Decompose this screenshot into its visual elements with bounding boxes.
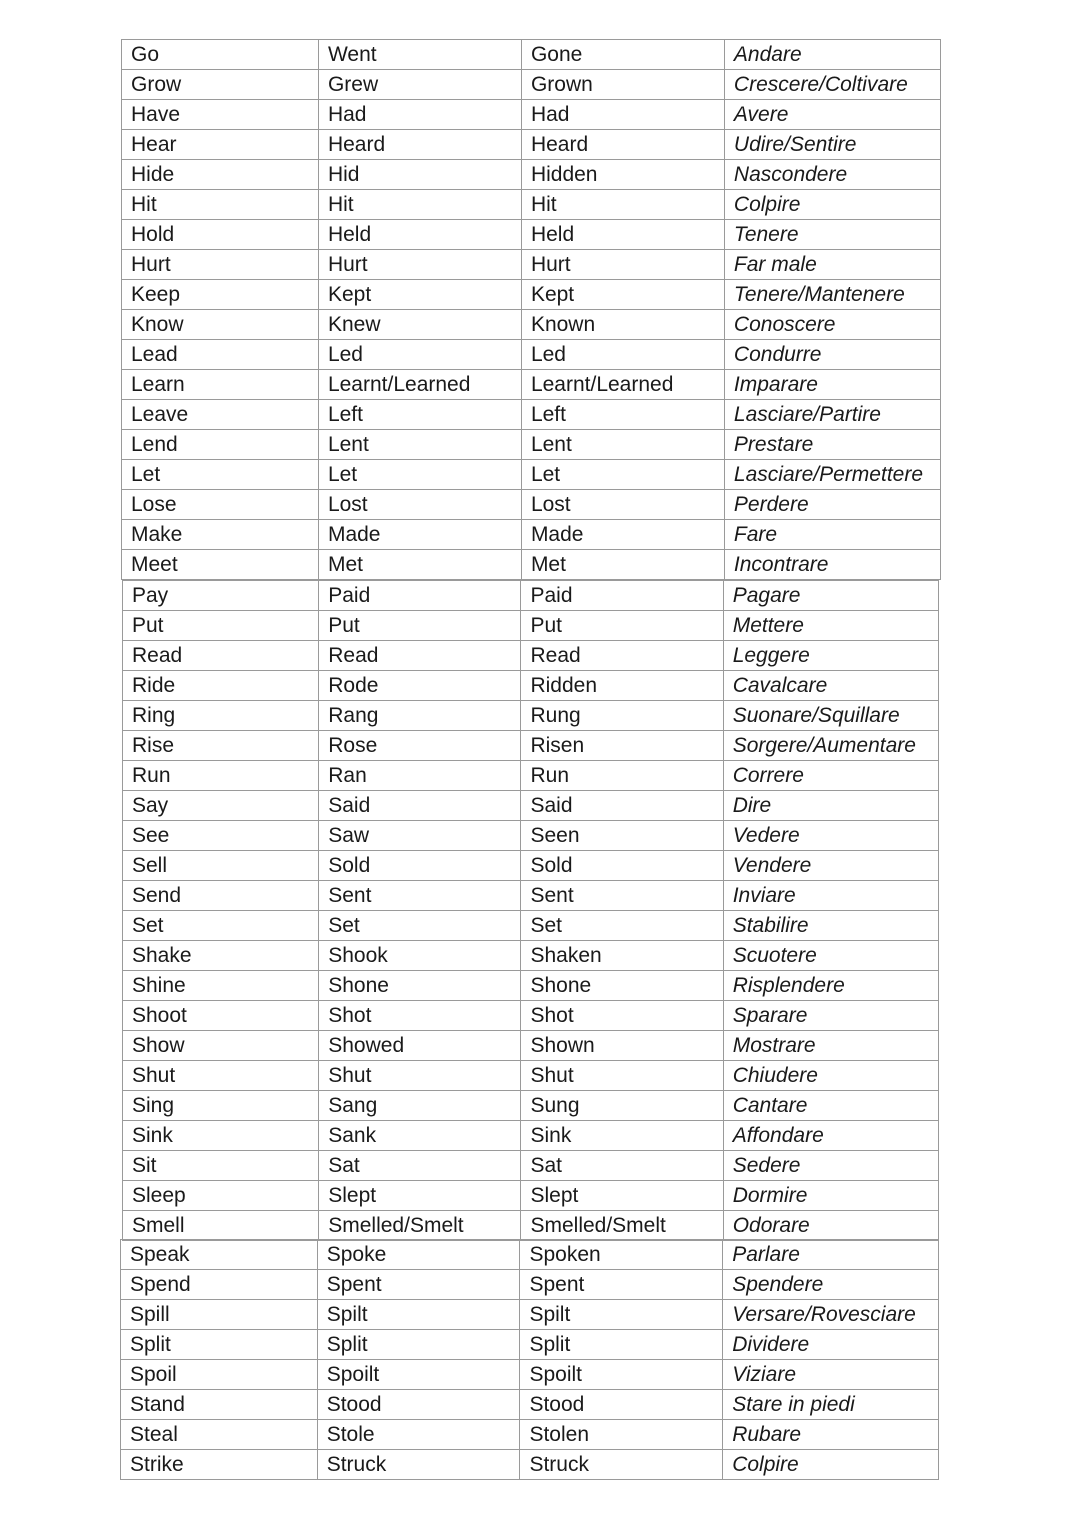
italian-translation-cell: Andare <box>724 40 940 70</box>
table-row <box>123 911 939 941</box>
past-simple-cell: Sang <box>319 1091 521 1121</box>
base-form-cell: Run <box>123 761 319 791</box>
table-row <box>121 1270 939 1300</box>
italian-translation-cell: Conoscere <box>724 310 940 340</box>
table-row <box>123 851 939 881</box>
past-simple-cell: Had <box>318 100 521 130</box>
past-participle-cell: Sink <box>521 1121 723 1151</box>
past-participle-cell: Lent <box>521 430 724 460</box>
base-form-cell: Sing <box>123 1091 319 1121</box>
italian-translation-cell: Cavalcare <box>723 671 938 701</box>
past-simple-cell: Held <box>318 220 521 250</box>
table-row <box>122 520 941 550</box>
italian-translation-cell: Affondare <box>723 1121 938 1151</box>
table-row <box>123 1001 939 1031</box>
past-simple-cell: Sat <box>319 1151 521 1181</box>
table-row <box>122 430 941 460</box>
table-row <box>123 611 939 641</box>
base-form-cell: Go <box>122 40 319 70</box>
table-row <box>123 1181 939 1211</box>
past-participle-cell: Paid <box>521 581 723 611</box>
table-row <box>123 1151 939 1181</box>
base-form-cell: Let <box>122 460 319 490</box>
base-form-cell: Rise <box>123 731 319 761</box>
base-form-cell: Sell <box>123 851 319 881</box>
past-simple-cell: Heard <box>318 130 521 160</box>
past-simple-cell: Led <box>318 340 521 370</box>
past-participle-cell: Kept <box>521 280 724 310</box>
table-row <box>122 310 941 340</box>
verb-table-block-3 <box>120 1239 939 1480</box>
table-row <box>122 190 941 220</box>
base-form-cell: Hurt <box>122 250 319 280</box>
base-form-cell: Say <box>123 791 319 821</box>
base-form-cell: Spoil <box>121 1360 318 1390</box>
italian-translation-cell: Mettere <box>723 611 938 641</box>
base-form-cell: Grow <box>122 70 319 100</box>
italian-translation-cell: Sorgere/Aumentare <box>723 731 938 761</box>
table-row <box>123 701 939 731</box>
table-row <box>122 400 941 430</box>
table-row <box>123 881 939 911</box>
table-row <box>122 370 941 400</box>
past-participle-cell: Put <box>521 611 723 641</box>
italian-translation-cell: Scuotere <box>723 941 938 971</box>
italian-translation-cell: Far male <box>724 250 940 280</box>
past-simple-cell: Spoke <box>317 1240 520 1270</box>
table-row <box>122 160 941 190</box>
past-participle-cell: Run <box>521 761 723 791</box>
verb-table-body <box>121 1240 939 1480</box>
italian-translation-cell: Mostrare <box>723 1031 938 1061</box>
past-participle-cell: Spent <box>520 1270 723 1300</box>
past-simple-cell: Shut <box>319 1061 521 1091</box>
italian-translation-cell: Stare in piedi <box>723 1390 939 1420</box>
base-form-cell: Lend <box>122 430 319 460</box>
base-form-cell: Learn <box>122 370 319 400</box>
past-simple-cell: Made <box>318 520 521 550</box>
past-participle-cell: Left <box>521 400 724 430</box>
table-row <box>122 550 941 580</box>
past-simple-cell: Showed <box>319 1031 521 1061</box>
past-participle-cell: Hidden <box>521 160 724 190</box>
base-form-cell: Stand <box>121 1390 318 1420</box>
past-simple-cell: Stood <box>317 1390 520 1420</box>
italian-translation-cell: Risplendere <box>723 971 938 1001</box>
base-form-cell: Make <box>122 520 319 550</box>
italian-translation-cell: Avere <box>724 100 940 130</box>
past-participle-cell: Learnt/Learned <box>521 370 724 400</box>
base-form-cell: Send <box>123 881 319 911</box>
italian-translation-cell: Sparare <box>723 1001 938 1031</box>
past-participle-cell: Spilt <box>520 1300 723 1330</box>
table-row <box>122 280 941 310</box>
table-row <box>123 1211 939 1241</box>
base-form-cell: Ride <box>123 671 319 701</box>
past-participle-cell: Had <box>521 100 724 130</box>
base-form-cell: Shoot <box>123 1001 319 1031</box>
italian-translation-cell: Udire/Sentire <box>724 130 940 160</box>
table-row <box>123 821 939 851</box>
past-simple-cell: Learnt/Learned <box>318 370 521 400</box>
table-row <box>123 1121 939 1151</box>
past-participle-cell: Rung <box>521 701 723 731</box>
past-simple-cell: Sent <box>319 881 521 911</box>
italian-translation-cell: Correre <box>723 761 938 791</box>
past-participle-cell: Let <box>521 460 724 490</box>
past-participle-cell: Shaken <box>521 941 723 971</box>
past-participle-cell: Ridden <box>521 671 723 701</box>
italian-translation-cell: Pagare <box>723 581 938 611</box>
verb-table-block-2 <box>122 580 939 1241</box>
italian-translation-cell: Viziare <box>723 1360 939 1390</box>
italian-translation-cell: Chiudere <box>723 1061 938 1091</box>
table-row <box>122 460 941 490</box>
past-participle-cell: Met <box>521 550 724 580</box>
italian-translation-cell: Tenere <box>724 220 940 250</box>
past-simple-cell: Lent <box>318 430 521 460</box>
past-simple-cell: Hit <box>318 190 521 220</box>
table-row <box>123 581 939 611</box>
base-form-cell: Speak <box>121 1240 318 1270</box>
table-row <box>122 130 941 160</box>
past-simple-cell: Set <box>319 911 521 941</box>
past-participle-cell: Seen <box>521 821 723 851</box>
base-form-cell: Split <box>121 1330 318 1360</box>
table-row <box>123 1031 939 1061</box>
base-form-cell: Hit <box>122 190 319 220</box>
past-simple-cell: Lost <box>318 490 521 520</box>
table-row <box>122 250 941 280</box>
past-participle-cell: Struck <box>520 1450 723 1480</box>
base-form-cell: Hear <box>122 130 319 160</box>
table-row <box>121 1420 939 1450</box>
table-row <box>123 671 939 701</box>
italian-translation-cell: Versare/Rovesciare <box>723 1300 939 1330</box>
table-row <box>122 40 941 70</box>
base-form-cell: Have <box>122 100 319 130</box>
italian-translation-cell: Inviare <box>723 881 938 911</box>
base-form-cell: Spend <box>121 1270 318 1300</box>
past-participle-cell: Hit <box>521 190 724 220</box>
past-participle-cell: Heard <box>521 130 724 160</box>
base-form-cell: Sink <box>123 1121 319 1151</box>
past-participle-cell: Sent <box>521 881 723 911</box>
past-simple-cell: Kept <box>318 280 521 310</box>
past-simple-cell: Stole <box>317 1420 520 1450</box>
table-row <box>122 220 941 250</box>
past-participle-cell: Sold <box>521 851 723 881</box>
base-form-cell: Hold <box>122 220 319 250</box>
past-simple-cell: Shone <box>319 971 521 1001</box>
past-participle-cell: Lost <box>521 490 724 520</box>
past-participle-cell: Made <box>521 520 724 550</box>
past-simple-cell: Rang <box>319 701 521 731</box>
italian-translation-cell: Leggere <box>723 641 938 671</box>
table-row <box>122 100 941 130</box>
table-row <box>123 791 939 821</box>
italian-translation-cell: Dormire <box>723 1181 938 1211</box>
past-participle-cell: Gone <box>521 40 724 70</box>
base-form-cell: Shake <box>123 941 319 971</box>
table-row <box>123 1061 939 1091</box>
italian-translation-cell: Prestare <box>724 430 940 460</box>
past-participle-cell: Hurt <box>521 250 724 280</box>
past-participle-cell: Grown <box>521 70 724 100</box>
past-participle-cell: Stolen <box>520 1420 723 1450</box>
italian-translation-cell: Condurre <box>724 340 940 370</box>
table-row <box>121 1450 939 1480</box>
italian-translation-cell: Sedere <box>723 1151 938 1181</box>
table-row <box>121 1240 939 1270</box>
past-participle-cell: Read <box>521 641 723 671</box>
past-participle-cell: Known <box>521 310 724 340</box>
base-form-cell: Put <box>123 611 319 641</box>
base-form-cell: Set <box>123 911 319 941</box>
italian-translation-cell: Fare <box>724 520 940 550</box>
italian-translation-cell: Dire <box>723 791 938 821</box>
past-participle-cell: Split <box>520 1330 723 1360</box>
past-participle-cell: Set <box>521 911 723 941</box>
base-form-cell: Meet <box>122 550 319 580</box>
italian-translation-cell: Rubare <box>723 1420 939 1450</box>
italian-translation-cell: Crescere/Coltivare <box>724 70 940 100</box>
base-form-cell: Sleep <box>123 1181 319 1211</box>
table-row <box>123 1091 939 1121</box>
italian-translation-cell: Incontrare <box>724 550 940 580</box>
verb-table-body <box>123 581 939 1241</box>
table-row <box>123 761 939 791</box>
base-form-cell: Show <box>123 1031 319 1061</box>
past-simple-cell: Sank <box>319 1121 521 1151</box>
past-simple-cell: Knew <box>318 310 521 340</box>
table-row <box>123 971 939 1001</box>
past-participle-cell: Risen <box>521 731 723 761</box>
italian-translation-cell: Spendere <box>723 1270 939 1300</box>
past-simple-cell: Left <box>318 400 521 430</box>
base-form-cell: Strike <box>121 1450 318 1480</box>
base-form-cell: Shut <box>123 1061 319 1091</box>
past-participle-cell: Shot <box>521 1001 723 1031</box>
past-simple-cell: Split <box>317 1330 520 1360</box>
table-row <box>121 1330 939 1360</box>
past-simple-cell: Spilt <box>317 1300 520 1330</box>
italian-translation-cell: Dividere <box>723 1330 939 1360</box>
base-form-cell: Shine <box>123 971 319 1001</box>
past-participle-cell: Sung <box>521 1091 723 1121</box>
past-simple-cell: Saw <box>319 821 521 851</box>
past-simple-cell: Slept <box>319 1181 521 1211</box>
past-participle-cell: Spoilt <box>520 1360 723 1390</box>
past-simple-cell: Went <box>318 40 521 70</box>
italian-translation-cell: Lasciare/Permettere <box>724 460 940 490</box>
italian-translation-cell: Parlare <box>723 1240 939 1270</box>
italian-translation-cell: Colpire <box>724 190 940 220</box>
past-simple-cell: Hurt <box>318 250 521 280</box>
table-row <box>123 941 939 971</box>
base-form-cell: Steal <box>121 1420 318 1450</box>
italian-translation-cell: Suonare/Squillare <box>723 701 938 731</box>
italian-translation-cell: Perdere <box>724 490 940 520</box>
base-form-cell: Ring <box>123 701 319 731</box>
past-simple-cell: Struck <box>317 1450 520 1480</box>
past-simple-cell: Shot <box>319 1001 521 1031</box>
base-form-cell: Hide <box>122 160 319 190</box>
past-participle-cell: Shut <box>521 1061 723 1091</box>
past-simple-cell: Ran <box>319 761 521 791</box>
italian-translation-cell: Colpire <box>723 1450 939 1480</box>
italian-translation-cell: Tenere/Mantenere <box>724 280 940 310</box>
base-form-cell: Read <box>123 641 319 671</box>
past-simple-cell: Read <box>319 641 521 671</box>
base-form-cell: Lose <box>122 490 319 520</box>
past-participle-cell: Stood <box>520 1390 723 1420</box>
past-simple-cell: Said <box>319 791 521 821</box>
past-participle-cell: Said <box>521 791 723 821</box>
past-participle-cell: Shown <box>521 1031 723 1061</box>
table-row <box>123 731 939 761</box>
base-form-cell: See <box>123 821 319 851</box>
italian-translation-cell: Vedere <box>723 821 938 851</box>
base-form-cell: Spill <box>121 1300 318 1330</box>
base-form-cell: Leave <box>122 400 319 430</box>
table-row <box>121 1300 939 1330</box>
past-participle-cell: Slept <box>521 1181 723 1211</box>
past-participle-cell: Shone <box>521 971 723 1001</box>
past-simple-cell: Let <box>318 460 521 490</box>
base-form-cell: Smell <box>123 1211 319 1241</box>
italian-translation-cell: Odorare <box>723 1211 938 1241</box>
italian-translation-cell: Stabilire <box>723 911 938 941</box>
past-simple-cell: Rode <box>319 671 521 701</box>
verb-table-block-1 <box>121 39 941 580</box>
past-participle-cell: Led <box>521 340 724 370</box>
table-row <box>121 1390 939 1420</box>
italian-translation-cell: Lasciare/Partire <box>724 400 940 430</box>
past-simple-cell: Smelled/Smelt <box>319 1211 521 1241</box>
past-participle-cell: Smelled/Smelt <box>521 1211 723 1241</box>
base-form-cell: Lead <box>122 340 319 370</box>
base-form-cell: Know <box>122 310 319 340</box>
past-participle-cell: Sat <box>521 1151 723 1181</box>
past-simple-cell: Sold <box>319 851 521 881</box>
verb-table-body <box>122 40 941 580</box>
past-simple-cell: Spent <box>317 1270 520 1300</box>
past-simple-cell: Paid <box>319 581 521 611</box>
past-simple-cell: Shook <box>319 941 521 971</box>
past-simple-cell: Spoilt <box>317 1360 520 1390</box>
past-participle-cell: Held <box>521 220 724 250</box>
past-participle-cell: Spoken <box>520 1240 723 1270</box>
italian-translation-cell: Cantare <box>723 1091 938 1121</box>
italian-translation-cell: Vendere <box>723 851 938 881</box>
past-simple-cell: Put <box>319 611 521 641</box>
past-simple-cell: Hid <box>318 160 521 190</box>
table-row <box>123 641 939 671</box>
table-row <box>122 70 941 100</box>
base-form-cell: Sit <box>123 1151 319 1181</box>
base-form-cell: Keep <box>122 280 319 310</box>
past-simple-cell: Met <box>318 550 521 580</box>
base-form-cell: Pay <box>123 581 319 611</box>
italian-translation-cell: Imparare <box>724 370 940 400</box>
table-row <box>122 490 941 520</box>
italian-translation-cell: Nascondere <box>724 160 940 190</box>
table-row <box>121 1360 939 1390</box>
table-row <box>122 340 941 370</box>
past-simple-cell: Rose <box>319 731 521 761</box>
past-simple-cell: Grew <box>318 70 521 100</box>
